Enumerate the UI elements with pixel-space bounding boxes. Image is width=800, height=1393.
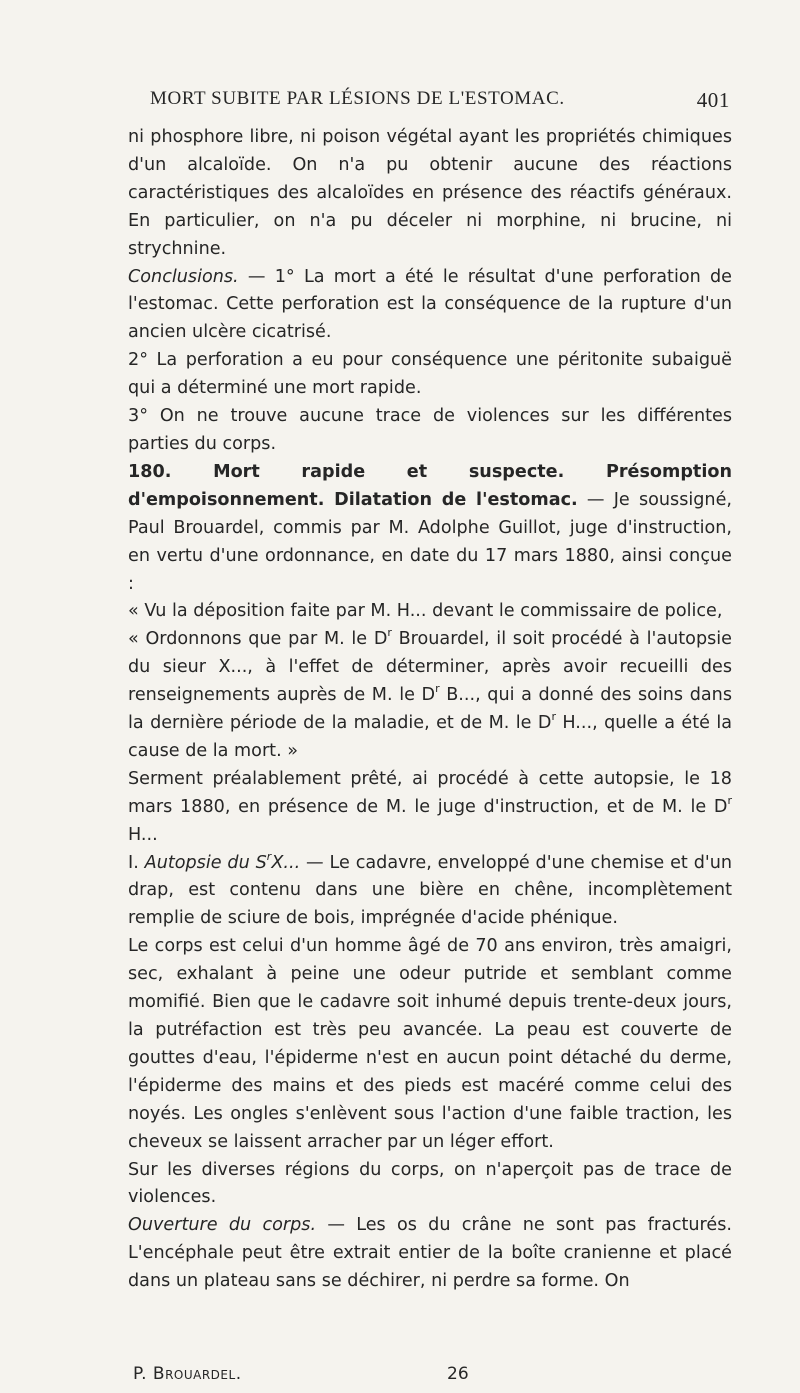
- footer-author: P. Brouardel.: [133, 1364, 242, 1384]
- conclusion-1: — 1° La mort a été le résultat d'une perforation de l'estomac. Cette perforation est la conséquence de la rupture d'un ancien ulcère cicatrisé.: [128, 266, 732, 343]
- conclusions-label: Conclusions.: [128, 266, 239, 287]
- running-title: MORT SUBITE PAR LÉSIONS DE L'ESTOMAC.: [150, 88, 565, 109]
- quote-order-part: H..., quelle a été la cause de la mort. »: [128, 713, 733, 761]
- superscript: r: [435, 682, 440, 696]
- quote-order-part: B..., qui a donné des soins dans la dernière période de la maladie, et de M. le D: [128, 685, 732, 734]
- quote-order-part: Brouardel, il soit procédé à l'autopsie du sieur X..., à l'effet de déterminer, après avoir recueilli des renseignements auprès de M. le D: [128, 629, 732, 706]
- paragraph-autopsy: [128, 850, 732, 934]
- section-number: I.: [128, 852, 145, 873]
- paragraph-oath: [128, 766, 732, 850]
- superscript: r: [727, 793, 732, 807]
- opening-text: — Les os du crâne ne sont pas fracturés. L'encéphale peut être extrait entier de la boîte cranienne et placé dans un plateau sans se déchirer, ni perdre sa forme. On: [128, 1215, 732, 1292]
- superscript: r: [551, 710, 556, 724]
- oath-text: Serment préalablement prêté, ai procédé à cette autopsie, le 18 mars 1880, en présence de M. le juge d'instruction, et de M. le D: [128, 768, 732, 817]
- paragraph-opening: [128, 1212, 732, 1296]
- signature-mark: 26: [447, 1364, 469, 1384]
- paragraph-no-violence: Sur les diverses régions du corps, on n'aperçoit pas de trace de violences.: [128, 1159, 732, 1208]
- autopsy-label: [144, 849, 301, 873]
- paragraph-conclusions: [128, 264, 732, 348]
- page-number: 401: [696, 88, 730, 112]
- quote-order-part: « Ordonnons que par M. le D: [128, 629, 388, 650]
- quote-order: [128, 626, 732, 766]
- conclusion-3: 3° On ne trouve aucune trace de violences sur les différentes parties du corps.: [128, 406, 732, 454]
- page-body: [128, 124, 732, 1296]
- paragraph-case-180: [128, 459, 732, 599]
- superscript: r: [387, 626, 392, 640]
- opening-label: Ouverture du corps.: [128, 1215, 317, 1236]
- autopsy-label-part: Autopsie du S: [144, 852, 267, 873]
- conclusion-2: 2° La perforation a eu pour conséquence une péritonite subaiguë qui a déterminé une mort rapide.: [128, 350, 732, 399]
- paragraph-body-description: Le corps est celui d'un homme âgé de 70 ans environ, très amaigri, sec, exhalant à peine une odeur putride et semblant comme momifié. Bien que le cadavre soit inhumé depuis trente-deux jours, la putréfaction est très peu avancée. La peau est couverte de gouttes d'eau, l'épiderme n'est en aucun point détaché du derme, l'épiderme des mains et des pieds est macéré comme celui des noyés. Les ongles s'enlèvent sous l'action d'une faible traction, les cheveux se laissent arracher par un léger effort.: [128, 936, 732, 1152]
- oath-text: H...: [128, 824, 158, 845]
- superscript: r: [266, 849, 272, 863]
- case-intro: — Je soussigné, Paul Brouardel, commis par M. Adolphe Guillot, juge d'instruction, en vertu d'une ordonnance, en date du 17 mars 1880, ainsi conçue :: [128, 489, 732, 594]
- case-heading: 180. Mort rapide et suspecte. Présomption d'empoisonnement. Dilatation de l'estomac.: [128, 461, 732, 510]
- autopsy-label-part: X...: [271, 852, 301, 873]
- autopsy-text: — Le cadavre, enveloppé d'une chemise et d'un drap, est contenu dans une bière en chêne, incomplètement remplie de sciure de bois, imprégnée d'acide phénique.: [128, 852, 732, 929]
- paragraph-toxicology: ni phosphore libre, ni poison végétal ayant les propriétés chimiques d'un alcaloïde. On n'a pu obtenir aucune des réactions caractéristiques des alcaloïdes en présence des réactifs généraux. En particulier, on n'a pu déceler ni morphine, ni brucine, ni strychnine.: [128, 127, 732, 259]
- quote-deposition: « Vu la déposition faite par M. H... devant le commissaire de police,: [128, 601, 723, 622]
